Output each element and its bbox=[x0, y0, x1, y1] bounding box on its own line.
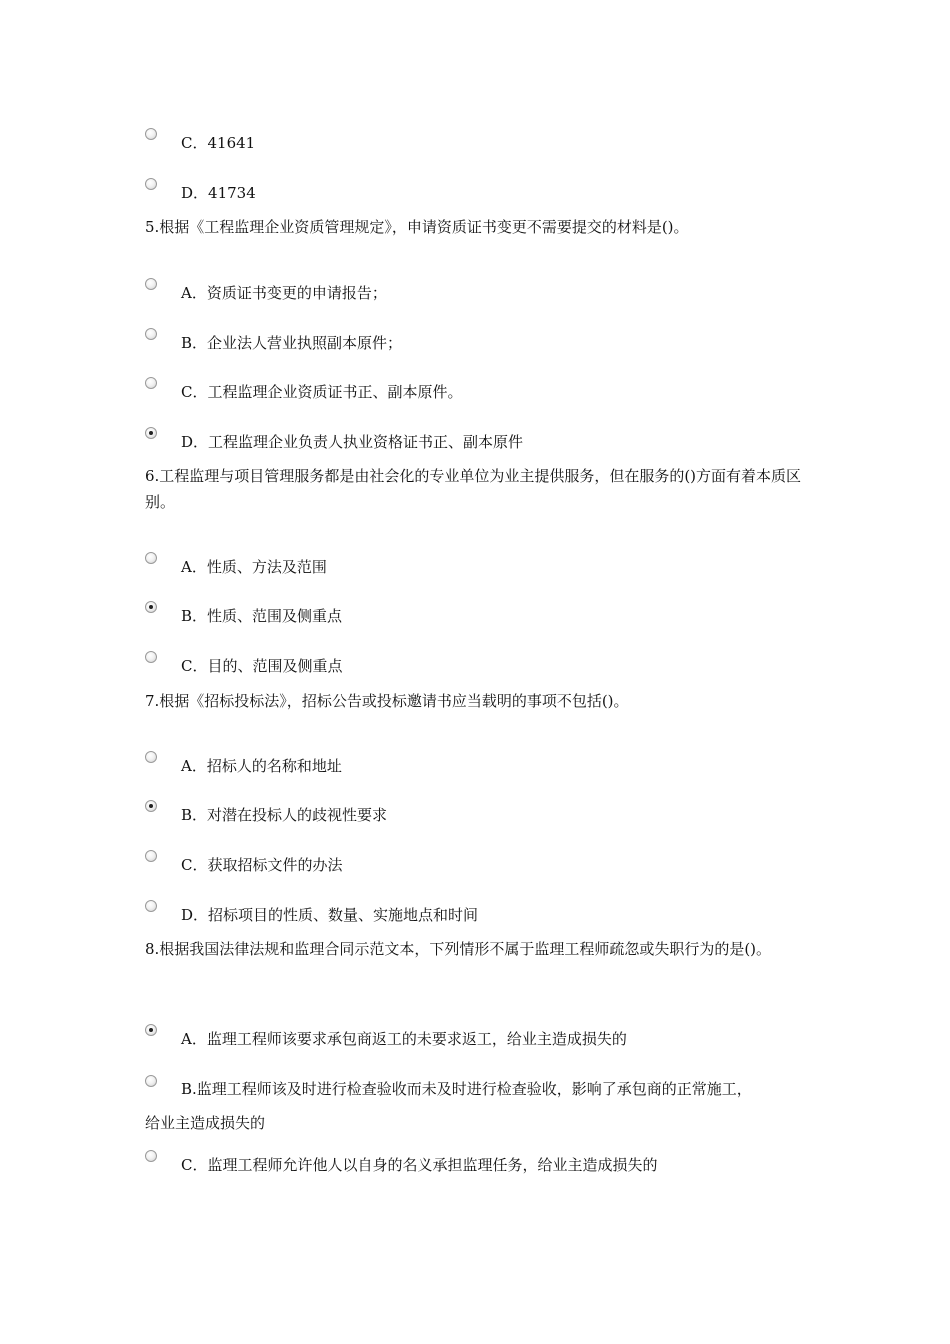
option-label: C．目的、范围及侧重点 bbox=[181, 657, 343, 675]
q5-option-c[interactable] bbox=[145, 377, 815, 407]
option-label: A．资质证书变更的申请报告； bbox=[181, 284, 387, 302]
q6-option-a[interactable] bbox=[145, 552, 815, 582]
radio-button[interactable] bbox=[145, 651, 157, 663]
radio-button[interactable] bbox=[145, 1150, 157, 1162]
radio-button-selected[interactable] bbox=[145, 427, 157, 439]
q5-option-d[interactable] bbox=[145, 427, 815, 457]
radio-button[interactable] bbox=[145, 128, 157, 140]
radio-button[interactable] bbox=[145, 178, 157, 190]
option-label: B．性质、范围及侧重点 bbox=[181, 607, 343, 625]
q6-option-c[interactable] bbox=[145, 651, 815, 681]
q8-option-c[interactable] bbox=[145, 1150, 815, 1180]
question-6-stem: 6.工程监理与项目管理服务都是由社会化的专业单位为业主提供服务，但在服务的()方面有着本质区别。 bbox=[145, 467, 802, 511]
radio-button[interactable] bbox=[145, 377, 157, 389]
radio-button[interactable] bbox=[145, 552, 157, 564]
question-8-stem: 8.根据我国法律法规和监理合同示范文本，下列情形不属于监理工程师疏忽或失职行为的是()。 bbox=[145, 940, 772, 958]
option-label-line-2: 给业主造成损失的 bbox=[145, 1114, 266, 1132]
q8-option-a[interactable] bbox=[145, 1024, 815, 1054]
option-label-line-1: B.监理工程师该及时进行检查验收而未及时进行检查验收，影响了承包商的正常施工， bbox=[181, 1080, 752, 1098]
option-label: D．41734 bbox=[181, 184, 256, 202]
q7-option-a[interactable] bbox=[145, 751, 815, 781]
radio-button[interactable] bbox=[145, 328, 157, 340]
q7-option-c[interactable] bbox=[145, 850, 815, 880]
q8-option-b[interactable] bbox=[145, 1075, 815, 1137]
option-label: B．企业法人营业执照副本原件； bbox=[181, 334, 403, 352]
question-5-stem: 5.根据《工程监理企业资质管理规定》，申请资质证书变更不需要提交的材料是()。 bbox=[145, 218, 689, 236]
radio-button[interactable] bbox=[145, 278, 157, 290]
q7-option-d[interactable] bbox=[145, 900, 815, 930]
q6-option-b[interactable] bbox=[145, 601, 815, 631]
q4-option-d[interactable] bbox=[145, 178, 815, 208]
option-label: D．招标项目的性质、数量、实施地点和时间 bbox=[181, 906, 479, 924]
radio-button[interactable] bbox=[145, 751, 157, 763]
q5-option-a[interactable] bbox=[145, 278, 815, 308]
option-label: C．获取招标文件的办法 bbox=[181, 856, 343, 874]
radio-button[interactable] bbox=[145, 850, 157, 862]
option-label: B．对潜在投标人的歧视性要求 bbox=[181, 806, 388, 824]
radio-button-selected[interactable] bbox=[145, 601, 157, 613]
option-label: C．工程监理企业资质证书正、副本原件。 bbox=[181, 383, 463, 401]
radio-button-selected[interactable] bbox=[145, 800, 157, 812]
radio-button[interactable] bbox=[145, 900, 157, 912]
q5-option-b[interactable] bbox=[145, 328, 815, 358]
option-label: C．监理工程师允许他人以自身的名义承担监理任务，给业主造成损失的 bbox=[181, 1156, 658, 1174]
option-label: D．工程监理企业负责人执业资格证书正、副本原件 bbox=[181, 433, 524, 451]
question-7-stem: 7.根据《招标投标法》，招标公告或投标邀请书应当载明的事项不包括()。 bbox=[145, 692, 629, 710]
option-label: A．性质、方法及范围 bbox=[181, 558, 327, 576]
radio-button[interactable] bbox=[145, 1075, 157, 1087]
radio-button-selected[interactable] bbox=[145, 1024, 157, 1036]
q4-option-c[interactable] bbox=[145, 128, 815, 158]
option-label: A．招标人的名称和地址 bbox=[181, 757, 342, 775]
option-label: A．监理工程师该要求承包商返工的未要求返工，给业主造成损失的 bbox=[181, 1030, 627, 1048]
option-label: C．41641 bbox=[181, 134, 256, 152]
q7-option-b[interactable] bbox=[145, 800, 815, 830]
